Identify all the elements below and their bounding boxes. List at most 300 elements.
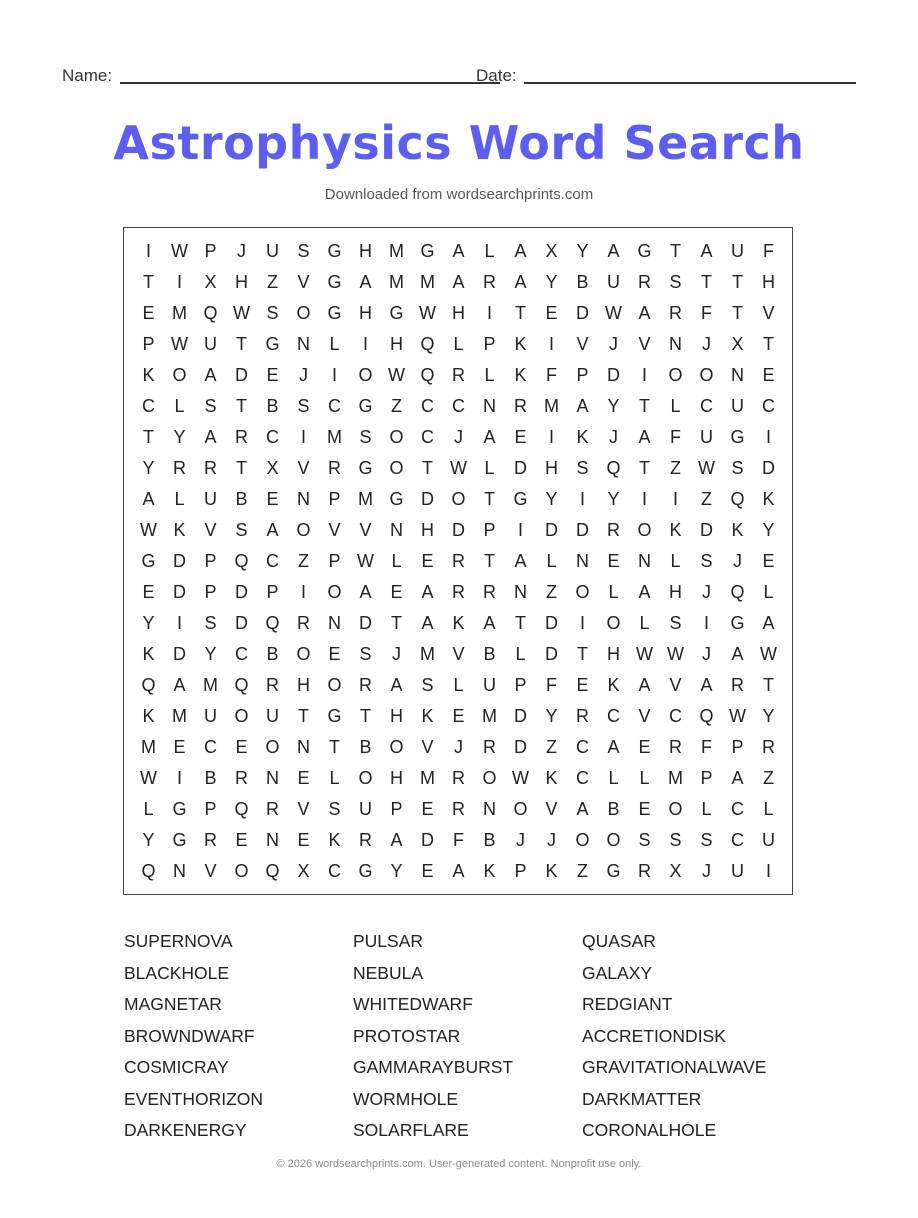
grid-letter[interactable]: G [172, 799, 187, 819]
grid-letter[interactable]: O [668, 365, 683, 385]
grid-letter[interactable]: K [607, 675, 620, 695]
grid-letter[interactable]: O [389, 458, 404, 478]
grid-letter[interactable]: R [514, 396, 527, 416]
grid-letter[interactable]: E [266, 489, 279, 509]
grid-letter[interactable]: O [606, 830, 621, 850]
grid-letter[interactable]: T [732, 303, 743, 323]
grid-letter[interactable]: E [142, 303, 155, 323]
grid-letter[interactable]: M [327, 427, 342, 447]
grid-letter[interactable]: I [641, 365, 647, 385]
grid-letter[interactable]: V [297, 458, 310, 478]
grid-letter[interactable]: K [576, 427, 589, 447]
grid-letter[interactable]: A [514, 241, 527, 261]
grid-letter[interactable]: T [670, 241, 681, 261]
grid-letter[interactable]: A [359, 582, 372, 602]
grid-letter[interactable]: M [420, 272, 435, 292]
grid-letter[interactable]: B [266, 396, 279, 416]
grid-letter[interactable]: T [236, 334, 247, 354]
grid-letter[interactable]: L [608, 582, 619, 602]
grid-letter[interactable]: C [669, 706, 682, 726]
grid-letter[interactable]: A [483, 613, 496, 633]
grid-letter[interactable]: C [731, 799, 744, 819]
grid-letter[interactable]: Y [762, 520, 775, 540]
grid-letter[interactable]: Y [142, 458, 155, 478]
grid-letter[interactable]: O [327, 675, 342, 695]
grid-letter[interactable]: K [514, 365, 527, 385]
grid-letter[interactable]: P [514, 675, 527, 695]
grid-letter[interactable]: A [204, 365, 217, 385]
grid-letter[interactable]: Q [699, 706, 714, 726]
grid-letter[interactable]: O [327, 582, 342, 602]
grid-letter[interactable]: A [638, 303, 651, 323]
grid-letter[interactable]: K [421, 706, 434, 726]
grid-letter[interactable]: V [328, 520, 341, 540]
grid-letter[interactable]: S [669, 613, 682, 633]
grid-letter[interactable]: D [545, 613, 558, 633]
grid-letter[interactable]: W [667, 644, 684, 664]
grid-letter[interactable]: T [236, 458, 247, 478]
grid-letter[interactable]: N [390, 520, 403, 540]
grid-letter[interactable]: I [486, 303, 492, 323]
grid-letter[interactable]: T [236, 396, 247, 416]
grid-letter[interactable]: N [297, 334, 310, 354]
grid-letter[interactable]: O [389, 737, 404, 757]
grid-letter[interactable]: E [297, 768, 310, 788]
grid-letter[interactable]: I [176, 613, 182, 633]
grid-letter[interactable]: U [266, 706, 279, 726]
grid-letter[interactable]: Y [204, 644, 217, 664]
grid-letter[interactable]: Z [391, 396, 402, 416]
grid-letter[interactable]: K [328, 830, 341, 850]
grid-letter[interactable]: X [545, 241, 558, 261]
grid-letter[interactable]: J [454, 737, 463, 757]
grid-letter[interactable]: H [545, 458, 558, 478]
grid-letter[interactable]: A [514, 551, 527, 571]
grid-letter[interactable]: O [699, 365, 714, 385]
grid-letter[interactable]: D [576, 520, 589, 540]
grid-letter[interactable]: N [266, 830, 279, 850]
grid-letter[interactable]: R [576, 706, 589, 726]
grid-letter[interactable]: Q [141, 861, 156, 881]
grid-letter[interactable]: H [762, 272, 775, 292]
grid-letter[interactable]: E [576, 675, 589, 695]
grid-letter[interactable]: E [638, 737, 651, 757]
grid-letter[interactable]: G [327, 706, 342, 726]
grid-letter[interactable]: Y [545, 706, 558, 726]
grid-letter[interactable]: D [235, 365, 248, 385]
grid-letter[interactable]: J [609, 334, 618, 354]
grid-letter[interactable]: L [329, 334, 340, 354]
grid-letter[interactable]: A [359, 272, 372, 292]
grid-letter[interactable]: M [389, 272, 404, 292]
grid-letter[interactable]: P [483, 334, 496, 354]
grid-letter[interactable]: Y [142, 613, 155, 633]
grid-letter[interactable]: R [669, 737, 682, 757]
grid-letter[interactable]: S [421, 675, 434, 695]
grid-letter[interactable]: K [669, 520, 682, 540]
grid-letter[interactable]: A [762, 613, 775, 633]
grid-letter[interactable]: D [235, 582, 248, 602]
grid-letter[interactable]: G [389, 489, 404, 509]
grid-letter[interactable]: L [453, 334, 464, 354]
grid-letter[interactable]: O [668, 799, 683, 819]
grid-letter[interactable]: R [762, 737, 775, 757]
grid-letter[interactable]: V [576, 334, 589, 354]
grid-letter[interactable]: G [358, 458, 373, 478]
grid-letter[interactable]: P [204, 582, 217, 602]
grid-letter[interactable]: B [576, 272, 589, 292]
grid-letter[interactable]: R [452, 551, 465, 571]
grid-letter[interactable]: E [328, 644, 341, 664]
grid-letter[interactable]: E [142, 582, 155, 602]
grid-letter[interactable]: F [546, 675, 557, 695]
grid-letter[interactable]: L [670, 396, 681, 416]
grid-letter[interactable]: K [173, 520, 186, 540]
grid-letter[interactable]: C [235, 644, 248, 664]
grid-letter[interactable]: F [670, 427, 681, 447]
grid-letter[interactable]: G [730, 427, 745, 447]
grid-letter[interactable]: R [173, 458, 186, 478]
grid-letter[interactable]: U [607, 272, 620, 292]
grid-letter[interactable]: W [388, 365, 405, 385]
grid-letter[interactable]: R [235, 427, 248, 447]
grid-letter[interactable]: J [702, 861, 711, 881]
grid-letter[interactable]: O [513, 799, 528, 819]
grid-letter[interactable]: I [300, 582, 306, 602]
grid-letter[interactable]: S [359, 644, 372, 664]
grid-letter[interactable]: A [483, 427, 496, 447]
grid-letter[interactable]: G [389, 303, 404, 323]
grid-letter[interactable]: C [328, 396, 341, 416]
grid-letter[interactable]: S [669, 830, 682, 850]
grid-letter[interactable]: J [237, 241, 246, 261]
grid-letter[interactable]: A [514, 272, 527, 292]
grid-letter[interactable]: H [669, 582, 682, 602]
grid-letter[interactable]: O [451, 489, 466, 509]
grid-letter[interactable]: S [266, 303, 279, 323]
grid-letter[interactable]: A [421, 613, 434, 633]
grid-letter[interactable]: D [576, 303, 589, 323]
grid-letter[interactable]: A [142, 489, 155, 509]
grid-letter[interactable]: T [639, 396, 650, 416]
grid-letter[interactable]: W [698, 458, 715, 478]
grid-letter[interactable]: L [639, 613, 650, 633]
grid-letter[interactable]: T [422, 458, 433, 478]
grid-letter[interactable]: F [701, 303, 712, 323]
grid-letter[interactable]: T [360, 706, 371, 726]
grid-letter[interactable]: E [235, 830, 248, 850]
grid-letter[interactable]: W [233, 303, 250, 323]
grid-letter[interactable]: L [670, 551, 681, 571]
grid-letter[interactable]: D [421, 830, 434, 850]
grid-letter[interactable]: O [296, 303, 311, 323]
grid-letter[interactable]: T [143, 272, 154, 292]
grid-letter[interactable]: R [359, 675, 372, 695]
grid-letter[interactable]: G [730, 613, 745, 633]
grid-letter[interactable]: I [765, 427, 771, 447]
grid-letter[interactable]: H [390, 334, 403, 354]
grid-letter[interactable]: K [483, 861, 496, 881]
grid-letter[interactable]: T [391, 613, 402, 633]
grid-letter[interactable]: D [173, 582, 186, 602]
grid-letter[interactable]: G [637, 241, 652, 261]
grid-letter[interactable]: J [702, 582, 711, 602]
grid-letter[interactable]: X [297, 861, 310, 881]
grid-letter[interactable]: C [204, 737, 217, 757]
grid-letter[interactable]: R [235, 768, 248, 788]
grid-letter[interactable]: W [171, 334, 188, 354]
grid-letter[interactable]: O [606, 613, 621, 633]
grid-letter[interactable]: O [234, 861, 249, 881]
grid-letter[interactable]: H [390, 706, 403, 726]
grid-letter[interactable]: V [359, 520, 372, 540]
name-field-line[interactable] [120, 82, 500, 84]
grid-letter[interactable]: E [762, 365, 775, 385]
grid-letter[interactable]: B [483, 644, 496, 664]
grid-letter[interactable]: E [421, 551, 434, 571]
grid-letter[interactable]: L [608, 768, 619, 788]
grid-letter[interactable]: S [669, 272, 682, 292]
grid-letter[interactable]: T [484, 489, 495, 509]
grid-letter[interactable]: O [296, 520, 311, 540]
grid-letter[interactable]: X [669, 861, 682, 881]
grid-letter[interactable]: I [672, 489, 678, 509]
grid-letter[interactable]: P [514, 861, 527, 881]
grid-letter[interactable]: A [638, 427, 651, 447]
grid-letter[interactable]: B [483, 830, 496, 850]
grid-letter[interactable]: T [732, 272, 743, 292]
grid-letter[interactable]: L [484, 458, 495, 478]
grid-letter[interactable]: C [762, 396, 775, 416]
grid-letter[interactable]: S [235, 520, 248, 540]
grid-letter[interactable]: K [142, 644, 155, 664]
grid-letter[interactable]: N [173, 861, 186, 881]
grid-letter[interactable]: A [452, 241, 465, 261]
grid-letter[interactable]: E [390, 582, 403, 602]
grid-letter[interactable]: S [700, 830, 713, 850]
grid-letter[interactable]: S [700, 551, 713, 571]
grid-letter[interactable]: I [331, 365, 337, 385]
grid-letter[interactable]: N [576, 551, 589, 571]
grid-letter[interactable]: I [579, 489, 585, 509]
grid-letter[interactable]: B [266, 644, 279, 664]
grid-letter[interactable]: Q [234, 551, 249, 571]
grid-letter[interactable]: S [731, 458, 744, 478]
grid-letter[interactable]: L [174, 396, 185, 416]
grid-letter[interactable]: T [577, 644, 588, 664]
grid-letter[interactable]: Z [298, 551, 309, 571]
grid-letter[interactable]: T [298, 706, 309, 726]
grid-letter[interactable]: L [763, 582, 774, 602]
grid-letter[interactable]: U [762, 830, 775, 850]
grid-letter[interactable]: W [605, 303, 622, 323]
grid-letter[interactable]: T [639, 458, 650, 478]
grid-letter[interactable]: A [452, 272, 465, 292]
grid-letter[interactable]: N [328, 613, 341, 633]
grid-letter[interactable]: O [265, 737, 280, 757]
grid-letter[interactable]: P [328, 551, 341, 571]
grid-letter[interactable]: F [546, 365, 557, 385]
grid-letter[interactable]: E [266, 365, 279, 385]
grid-letter[interactable]: O [575, 830, 590, 850]
grid-letter[interactable]: Y [762, 706, 775, 726]
grid-letter[interactable]: D [452, 520, 465, 540]
grid-letter[interactable]: D [235, 613, 248, 633]
grid-letter[interactable]: C [452, 396, 465, 416]
grid-letter[interactable]: V [297, 799, 310, 819]
grid-letter[interactable]: P [204, 799, 217, 819]
grid-letter[interactable]: Y [576, 241, 589, 261]
grid-letter[interactable]: Q [730, 489, 745, 509]
grid-letter[interactable]: W [729, 706, 746, 726]
grid-letter[interactable]: X [266, 458, 279, 478]
grid-letter[interactable]: E [421, 799, 434, 819]
grid-letter[interactable]: V [452, 644, 465, 664]
grid-letter[interactable]: Y [545, 489, 558, 509]
grid-letter[interactable]: G [606, 861, 621, 881]
grid-letter[interactable]: N [638, 551, 651, 571]
grid-letter[interactable]: H [359, 303, 372, 323]
grid-letter[interactable]: V [545, 799, 558, 819]
grid-letter[interactable]: V [421, 737, 434, 757]
grid-letter[interactable]: A [390, 675, 403, 695]
grid-letter[interactable]: W [636, 644, 653, 664]
grid-letter[interactable]: U [359, 799, 372, 819]
grid-letter[interactable]: A [607, 241, 620, 261]
grid-letter[interactable]: G [172, 830, 187, 850]
grid-letter[interactable]: P [266, 582, 279, 602]
grid-letter[interactable]: C [576, 737, 589, 757]
grid-letter[interactable]: D [173, 551, 186, 571]
grid-letter[interactable]: K [731, 520, 744, 540]
grid-letter[interactable]: A [204, 427, 217, 447]
grid-letter[interactable]: M [358, 489, 373, 509]
grid-letter[interactable]: L [391, 551, 402, 571]
grid-letter[interactable]: V [204, 861, 217, 881]
grid-letter[interactable]: N [514, 582, 527, 602]
grid-letter[interactable]: E [607, 551, 620, 571]
grid-letter[interactable]: R [483, 272, 496, 292]
grid-letter[interactable]: E [545, 303, 558, 323]
grid-letter[interactable]: Z [670, 458, 681, 478]
grid-letter[interactable]: M [668, 768, 683, 788]
grid-letter[interactable]: I [517, 520, 523, 540]
grid-letter[interactable]: A [638, 675, 651, 695]
grid-letter[interactable]: Q [203, 303, 218, 323]
grid-letter[interactable]: K [762, 489, 775, 509]
grid-letter[interactable]: R [204, 458, 217, 478]
grid-letter[interactable]: R [297, 613, 310, 633]
grid-letter[interactable]: O [172, 365, 187, 385]
grid-letter[interactable]: R [328, 458, 341, 478]
grid-letter[interactable]: B [607, 799, 620, 819]
grid-letter[interactable]: I [548, 334, 554, 354]
grid-letter[interactable]: H [235, 272, 248, 292]
grid-letter[interactable]: D [545, 520, 558, 540]
grid-letter[interactable]: R [266, 799, 279, 819]
grid-letter[interactable]: W [419, 303, 436, 323]
grid-letter[interactable]: E [514, 427, 527, 447]
grid-letter[interactable]: C [266, 427, 279, 447]
grid-letter[interactable]: R [638, 861, 651, 881]
grid-letter[interactable]: R [204, 830, 217, 850]
grid-letter[interactable]: Q [234, 799, 249, 819]
grid-letter[interactable]: N [483, 799, 496, 819]
grid-letter[interactable]: S [638, 830, 651, 850]
grid-letter[interactable]: G [327, 272, 342, 292]
grid-letter[interactable]: A [266, 520, 279, 540]
grid-letter[interactable]: B [235, 489, 248, 509]
grid-letter[interactable]: O [389, 427, 404, 447]
grid-letter[interactable]: H [359, 241, 372, 261]
grid-letter[interactable]: M [141, 737, 156, 757]
grid-letter[interactable]: A [576, 396, 589, 416]
grid-letter[interactable]: F [701, 737, 712, 757]
grid-letter[interactable]: D [514, 737, 527, 757]
grid-letter[interactable]: E [452, 706, 465, 726]
grid-letter[interactable]: Y [545, 272, 558, 292]
grid-letter[interactable]: G [358, 861, 373, 881]
grid-letter[interactable]: X [731, 334, 744, 354]
grid-letter[interactable]: D [514, 706, 527, 726]
grid-letter[interactable]: C [731, 830, 744, 850]
grid-letter[interactable]: L [484, 241, 495, 261]
grid-letter[interactable]: P [142, 334, 155, 354]
grid-letter[interactable]: Z [267, 272, 278, 292]
grid-letter[interactable]: G [327, 303, 342, 323]
grid-letter[interactable]: T [515, 613, 526, 633]
grid-letter[interactable]: M [420, 768, 435, 788]
grid-letter[interactable]: P [576, 365, 589, 385]
grid-letter[interactable]: A [390, 830, 403, 850]
grid-letter[interactable]: X [204, 272, 217, 292]
grid-letter[interactable]: N [297, 489, 310, 509]
grid-letter[interactable]: R [483, 582, 496, 602]
grid-letter[interactable]: I [176, 272, 182, 292]
grid-letter[interactable]: U [266, 241, 279, 261]
grid-letter[interactable]: J [702, 644, 711, 664]
grid-letter[interactable]: W [140, 768, 157, 788]
grid-letter[interactable]: H [390, 768, 403, 788]
grid-letter[interactable]: Q [141, 675, 156, 695]
grid-letter[interactable]: T [763, 334, 774, 354]
grid-letter[interactable]: J [609, 427, 618, 447]
grid-letter[interactable]: S [297, 241, 310, 261]
grid-letter[interactable]: V [204, 520, 217, 540]
grid-letter[interactable]: O [482, 768, 497, 788]
grid-letter[interactable]: J [547, 830, 556, 850]
grid-letter[interactable]: V [297, 272, 310, 292]
grid-letter[interactable]: Z [701, 489, 712, 509]
grid-letter[interactable]: R [669, 303, 682, 323]
grid-letter[interactable]: R [638, 272, 651, 292]
grid-letter[interactable]: A [731, 644, 744, 664]
grid-letter[interactable]: E [173, 737, 186, 757]
grid-letter[interactable]: F [763, 241, 774, 261]
grid-letter[interactable]: W [171, 241, 188, 261]
grid-letter[interactable]: S [328, 799, 341, 819]
grid-letter[interactable]: T [701, 272, 712, 292]
grid-letter[interactable]: R [483, 737, 496, 757]
grid-letter[interactable]: A [452, 861, 465, 881]
grid-letter[interactable]: K [142, 365, 155, 385]
grid-letter[interactable]: A [638, 582, 651, 602]
grid-letter[interactable]: J [454, 427, 463, 447]
grid-letter[interactable]: R [607, 520, 620, 540]
grid-letter[interactable]: C [576, 768, 589, 788]
grid-letter[interactable]: S [359, 427, 372, 447]
grid-letter[interactable]: N [297, 737, 310, 757]
